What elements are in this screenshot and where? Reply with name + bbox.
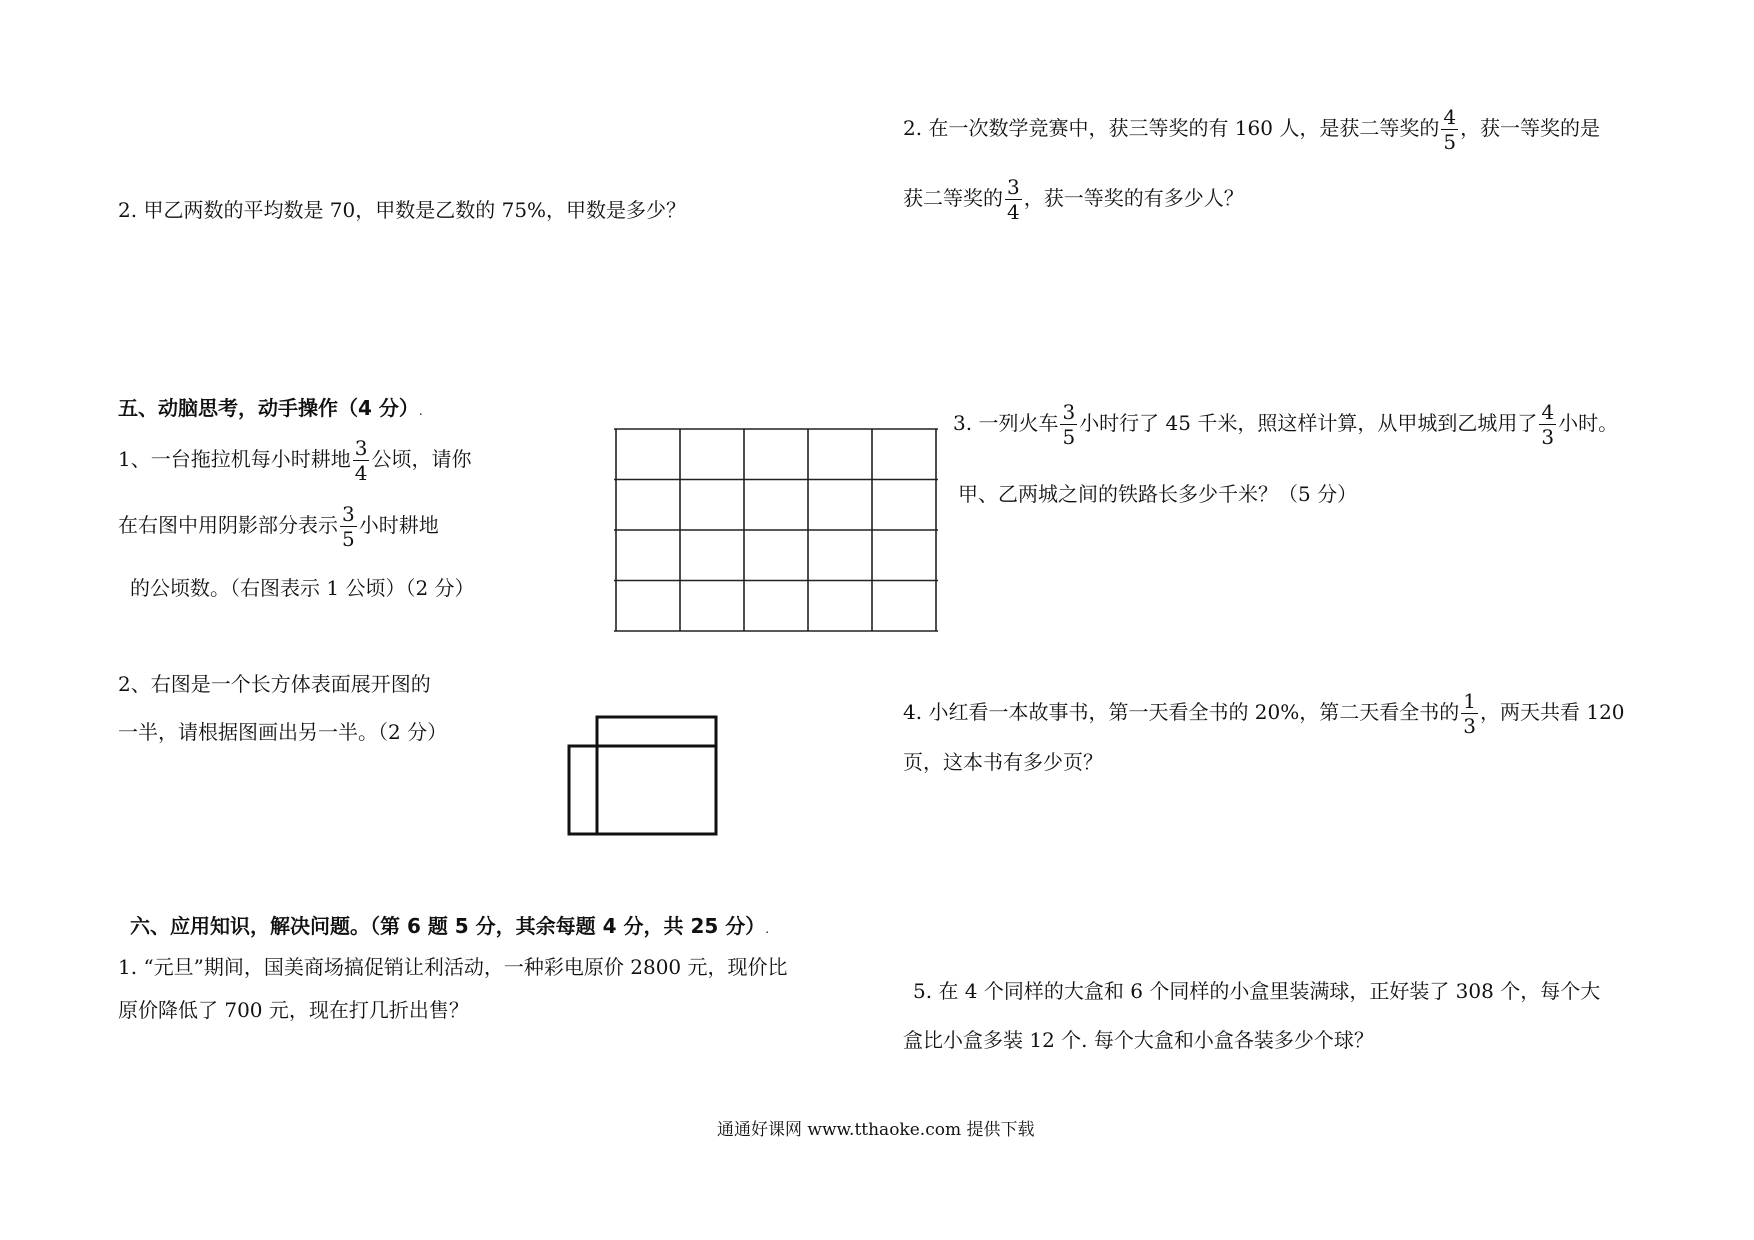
section-five-q2-line1: 2、右图是一个长方体表面展开图的	[118, 672, 431, 696]
fraction-four-thirds: $\frac{4}{3}$	[1541, 400, 1555, 449]
right-q3-line2: 甲、乙两城之间的铁路长多少千米？（5 分）	[958, 482, 1358, 506]
section-six-q1-line1: 1. “元旦”期间，国美商场搞促销让利活动，一种彩电原价 2800 元，现价比	[118, 955, 788, 979]
right-q5-line1: 5. 在 4 个同样的大盒和 6 个同样的小盒里装满球，正好装了 308 个，每个大	[913, 979, 1601, 1003]
fraction-three-fourths: $\frac{3}{4}$	[354, 436, 368, 485]
right-q4-line2: 页，这本书有多少页？	[903, 750, 1103, 774]
fraction-four-fifths: $\frac{4}{5}$	[1443, 105, 1457, 154]
section-five-q1-line2: 在右图中用阴影部分表示 $\frac{3}{5}$ 小时耕地	[118, 502, 439, 551]
footer-credit: 通通好课网 www.tthaoke.com 提供下载	[717, 1120, 1035, 1140]
right-q2-line1: 2. 在一次数学竞赛中，获三等奖的有 160 人，是获二等奖的 $\frac{4}{5}$ ，获一等奖的是	[903, 105, 1601, 154]
fraction-three-fifths: $\frac{3}{5}$	[1062, 400, 1076, 449]
right-q3-line1: 3. 一列火车 $\frac{3}{5}$ 小时行了 45 千米，照这样计算，从甲城到乙城用了 $\frac{4}{3}$ 小时。	[953, 400, 1619, 449]
right-q4-line1: 4. 小红看一本故事书，第一天看全书的 20%，第二天看全书的 $\frac{1}{3}$ ，两天共看 120	[903, 689, 1625, 738]
right-q5-line2: 盒比小盒多装 12 个. 每个大盒和小盒各装多少个球？	[903, 1028, 1374, 1052]
section-five-q2-line2: 一半，请根据图画出另一半。（2 分）	[118, 720, 448, 744]
hectare-grid[interactable]	[614, 427, 938, 633]
section-five-q1-line3: 的公顷数。（右图表示 1 公顷）（2 分）	[130, 576, 475, 600]
section-five-q1-line1: 1、一台拖拉机每小时耕地 $\frac{3}{4}$ 公顷，请你	[118, 436, 472, 485]
fraction-one-third: $\frac{1}{3}$	[1463, 689, 1476, 738]
fraction-three-fourths: $\frac{3}{4}$	[1007, 175, 1020, 224]
section-six-q1-line2: 原价降低了 700 元，现在打几折出售？	[118, 998, 469, 1022]
right-q2-line2: 获二等奖的 $\frac{3}{4}$ ，获一等奖的有多少人？	[903, 175, 1244, 224]
section-five-title: 五、动脑思考，动手操作（4 分）.	[118, 396, 423, 420]
cuboid-net-diagram[interactable]	[565, 712, 723, 842]
question-average: 2. 甲乙两数的平均数是 70，甲数是乙数的 75%，甲数是多少？	[118, 198, 687, 222]
fraction-three-fifths: $\frac{3}{5}$	[342, 502, 355, 551]
section-six-title: 六、应用知识，解决问题。（第 6 题 5 分，其余每题 4 分，共 25 分）.	[130, 914, 770, 938]
